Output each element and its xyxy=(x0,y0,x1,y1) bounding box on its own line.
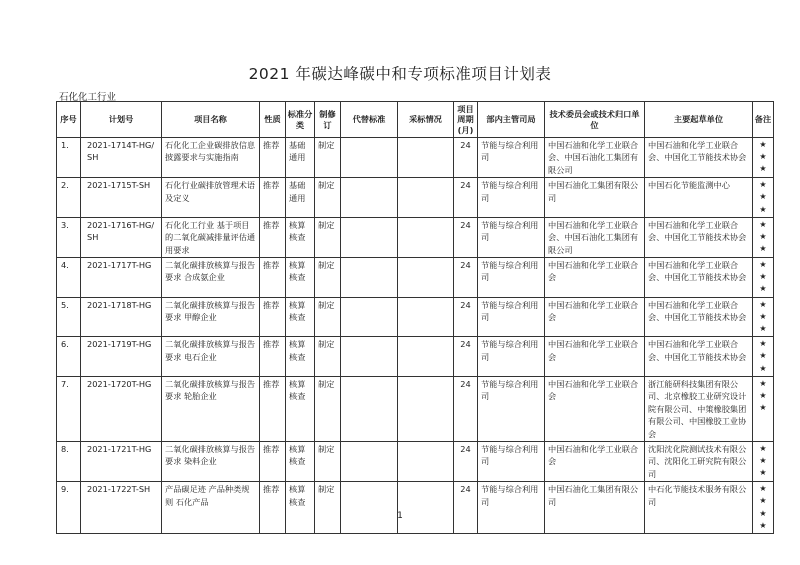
star-icon: ★ xyxy=(759,378,767,388)
plan-code: 2021-1716T-HG/SH xyxy=(81,217,162,257)
plan-code: 2021-1717T-HG xyxy=(81,258,162,298)
column-header: 技术委员会或技术归口单位 xyxy=(545,102,645,138)
plan-code: 2021-1719T-HG xyxy=(81,337,162,377)
remark-stars xyxy=(753,376,774,441)
period-months: 24 xyxy=(454,217,478,257)
star-icon: ★ xyxy=(759,403,767,413)
star-icon: ★ xyxy=(759,339,767,349)
department: 节能与综合利用司 xyxy=(478,297,545,337)
star-icon: ★ xyxy=(759,520,767,530)
department: 节能与综合利用司 xyxy=(478,258,545,298)
project-name: 产品碳足迹 产品种类规则 石化产品 xyxy=(162,482,260,534)
replaced-standard xyxy=(341,217,398,257)
project-name: 二氧化碳排放核算与报告要求 轮胎企业 xyxy=(162,376,260,441)
star-icon: ★ xyxy=(759,164,767,174)
nature: 推荐 xyxy=(260,376,286,441)
table-header-row xyxy=(57,102,774,138)
column-header: 采标情况 xyxy=(398,102,454,138)
table-row xyxy=(57,441,774,481)
star-icon: ★ xyxy=(759,351,767,361)
table-row xyxy=(57,482,774,534)
star-icon: ★ xyxy=(759,456,767,466)
category: 基础通用 xyxy=(286,138,315,178)
period-months: 24 xyxy=(454,258,478,298)
project-name: 石化行业碳排放管理术语及定义 xyxy=(162,178,260,218)
replaced-standard xyxy=(341,376,398,441)
column-header: 部内主管司局 xyxy=(478,102,545,138)
column-header: 标准分类 xyxy=(286,102,315,138)
department: 节能与综合利用司 xyxy=(478,337,545,377)
revision-type: 制定 xyxy=(315,376,341,441)
plan-code: 2021-1721T-HG xyxy=(81,441,162,481)
project-name: 石化化工行业 基于项目的二氧化碳减排量评估通用要求 xyxy=(162,217,260,257)
replaced-standard xyxy=(341,138,398,178)
replaced-standard xyxy=(341,297,398,337)
column-header: 主要起草单位 xyxy=(645,102,753,138)
drafting-units: 中国石油和化学工业联合会、中国化工节能技术协会 xyxy=(645,258,753,298)
technical-committee: 中国石油化工集团有限公司 xyxy=(545,178,645,218)
adoption xyxy=(398,376,454,441)
row-number: 9. xyxy=(57,482,81,534)
drafting-units: 浙江能研科技集团有限公司、北京橡胶工业研究设计院有限公司、中策橡胶集团有限公司、中国橡胶工业协会 xyxy=(645,376,753,441)
period-months: 24 xyxy=(454,376,478,441)
technical-committee: 中国石油和化学工业联合会 xyxy=(545,441,645,481)
nature: 推荐 xyxy=(260,178,286,218)
category: 核算核查 xyxy=(286,297,315,337)
revision-type: 制定 xyxy=(315,138,341,178)
period-months: 24 xyxy=(454,482,478,534)
table-row xyxy=(57,258,774,298)
adoption xyxy=(398,297,454,337)
remark-stars xyxy=(753,441,774,481)
replaced-standard xyxy=(341,441,398,481)
period-months: 24 xyxy=(454,297,478,337)
table-row xyxy=(57,337,774,377)
star-icon: ★ xyxy=(759,468,767,478)
column-header: 项目名称 xyxy=(162,102,260,138)
drafting-units: 中国石油和化学工业联合会、中国化工节能技术协会 xyxy=(645,138,753,178)
adoption xyxy=(398,217,454,257)
plan-code: 2021-1722T-SH xyxy=(81,482,162,534)
plan-code: 2021-1714T-HG/SH xyxy=(81,138,162,178)
row-number: 3. xyxy=(57,217,81,257)
replaced-standard xyxy=(341,482,398,534)
remark-stars xyxy=(753,337,774,377)
star-icon: ★ xyxy=(759,284,767,294)
category: 核算核查 xyxy=(286,482,315,534)
standards-table xyxy=(56,101,774,534)
drafting-units: 中国石油和化学工业联合会、中国化工节能技术协会 xyxy=(645,337,753,377)
adoption xyxy=(398,337,454,377)
column-header: 性质 xyxy=(260,102,286,138)
row-number: 8. xyxy=(57,441,81,481)
star-icon: ★ xyxy=(759,391,767,401)
revision-type: 制定 xyxy=(315,482,341,534)
page-number: 1 xyxy=(397,511,403,521)
adoption xyxy=(398,258,454,298)
row-number: 5. xyxy=(57,297,81,337)
remark-stars xyxy=(753,178,774,218)
row-number: 4. xyxy=(57,258,81,298)
project-name: 二氧化碳排放核算与报告要求 电石企业 xyxy=(162,337,260,377)
period-months: 24 xyxy=(454,178,478,218)
column-header: 计划号 xyxy=(81,102,162,138)
technical-committee: 中国石油和化学工业联合会、中国石油化工集团有限公司 xyxy=(545,138,645,178)
row-number: 2. xyxy=(57,178,81,218)
column-header: 备注 xyxy=(753,102,774,138)
column-header: 代替标准 xyxy=(341,102,398,138)
department: 节能与综合利用司 xyxy=(478,217,545,257)
star-icon: ★ xyxy=(759,484,767,494)
column-header: 项目周期(月) xyxy=(454,102,478,138)
plan-code: 2021-1715T-SH xyxy=(81,178,162,218)
project-name: 二氧化碳排放核算与报告要求 甲醇企业 xyxy=(162,297,260,337)
revision-type: 制定 xyxy=(315,297,341,337)
project-name: 二氧化碳排放核算与报告要求 染料企业 xyxy=(162,441,260,481)
project-name: 石化化工企业碳排放信息披露要求与实施指南 xyxy=(162,138,260,178)
period-months: 24 xyxy=(454,441,478,481)
technical-committee: 中国石油和化学工业联合会 xyxy=(545,258,645,298)
drafting-units: 沈阳沈化院测试技术有限公司、沈阳化工研究院有限公司 xyxy=(645,441,753,481)
page-title: 2021 年碳达峰碳中和专项标准项目计划表 xyxy=(248,65,552,83)
star-icon: ★ xyxy=(759,152,767,162)
nature: 推荐 xyxy=(260,441,286,481)
nature: 推荐 xyxy=(260,337,286,377)
remark-stars xyxy=(753,258,774,298)
category: 核算核查 xyxy=(286,258,315,298)
section-label: 石化化工行业 xyxy=(59,92,117,103)
technical-committee: 中国石油化工集团有限公司 xyxy=(545,482,645,534)
project-name: 二氧化碳排放核算与报告要求 合成氨企业 xyxy=(162,258,260,298)
category: 基础通用 xyxy=(286,178,315,218)
table-row xyxy=(57,376,774,441)
category: 核算核查 xyxy=(286,376,315,441)
drafting-units: 中国石油和化学工业联合会、中国化工节能技术协会 xyxy=(645,297,753,337)
star-icon: ★ xyxy=(759,508,767,518)
plan-code: 2021-1720T-HG xyxy=(81,376,162,441)
period-months: 24 xyxy=(454,337,478,377)
revision-type: 制定 xyxy=(315,258,341,298)
category: 核算核查 xyxy=(286,441,315,481)
adoption xyxy=(398,482,454,534)
adoption xyxy=(398,178,454,218)
remark-stars xyxy=(753,138,774,178)
department: 节能与综合利用司 xyxy=(478,376,545,441)
revision-type: 制定 xyxy=(315,337,341,377)
plan-code: 2021-1718T-HG xyxy=(81,297,162,337)
star-icon: ★ xyxy=(759,496,767,506)
replaced-standard xyxy=(341,178,398,218)
star-icon: ★ xyxy=(759,260,767,270)
drafting-units: 中石化节能技术服务有限公司 xyxy=(645,482,753,534)
row-number: 7. xyxy=(57,376,81,441)
category: 核算核查 xyxy=(286,337,315,377)
revision-type: 制定 xyxy=(315,441,341,481)
revision-type: 制定 xyxy=(315,178,341,218)
star-icon: ★ xyxy=(759,324,767,334)
star-icon: ★ xyxy=(759,299,767,309)
adoption xyxy=(398,441,454,481)
table-row xyxy=(57,178,774,218)
star-icon: ★ xyxy=(759,443,767,453)
technical-committee: 中国石油和化学工业联合会 xyxy=(545,376,645,441)
star-icon: ★ xyxy=(759,363,767,373)
table-row xyxy=(57,217,774,257)
remark-stars xyxy=(753,297,774,337)
star-icon: ★ xyxy=(759,192,767,202)
drafting-units: 中国石油和化学工业联合会、中国化工节能技术协会 xyxy=(645,217,753,257)
star-icon: ★ xyxy=(759,219,767,229)
department: 节能与综合利用司 xyxy=(478,178,545,218)
replaced-standard xyxy=(341,258,398,298)
star-icon: ★ xyxy=(759,140,767,149)
row-number: 1. xyxy=(57,138,81,178)
technical-committee: 中国石油和化学工业联合会 xyxy=(545,297,645,337)
star-icon: ★ xyxy=(759,180,767,190)
department: 节能与综合利用司 xyxy=(478,138,545,178)
period-months: 24 xyxy=(454,138,478,178)
remark-stars xyxy=(753,217,774,257)
nature: 推荐 xyxy=(260,297,286,337)
star-icon: ★ xyxy=(759,311,767,321)
nature: 推荐 xyxy=(260,217,286,257)
nature: 推荐 xyxy=(260,138,286,178)
remark-stars xyxy=(753,482,774,534)
adoption xyxy=(398,138,454,178)
department: 节能与综合利用司 xyxy=(478,482,545,534)
star-icon: ★ xyxy=(759,272,767,282)
star-icon: ★ xyxy=(759,244,767,254)
nature: 推荐 xyxy=(260,258,286,298)
row-number: 6. xyxy=(57,337,81,377)
department: 节能与综合利用司 xyxy=(478,441,545,481)
table-row xyxy=(57,297,774,337)
star-icon: ★ xyxy=(759,232,767,242)
star-icon: ★ xyxy=(759,204,767,214)
column-header: 制修订 xyxy=(315,102,341,138)
revision-type: 制定 xyxy=(315,217,341,257)
column-header: 序号 xyxy=(57,102,81,138)
technical-committee: 中国石油和化学工业联合会 xyxy=(545,337,645,377)
drafting-units: 中国石化节能监测中心 xyxy=(645,178,753,218)
replaced-standard xyxy=(341,337,398,377)
technical-committee: 中国石油和化学工业联合会、中国石油化工集团有限公司 xyxy=(545,217,645,257)
category: 核算核查 xyxy=(286,217,315,257)
nature: 推荐 xyxy=(260,482,286,534)
table-row xyxy=(57,138,774,178)
